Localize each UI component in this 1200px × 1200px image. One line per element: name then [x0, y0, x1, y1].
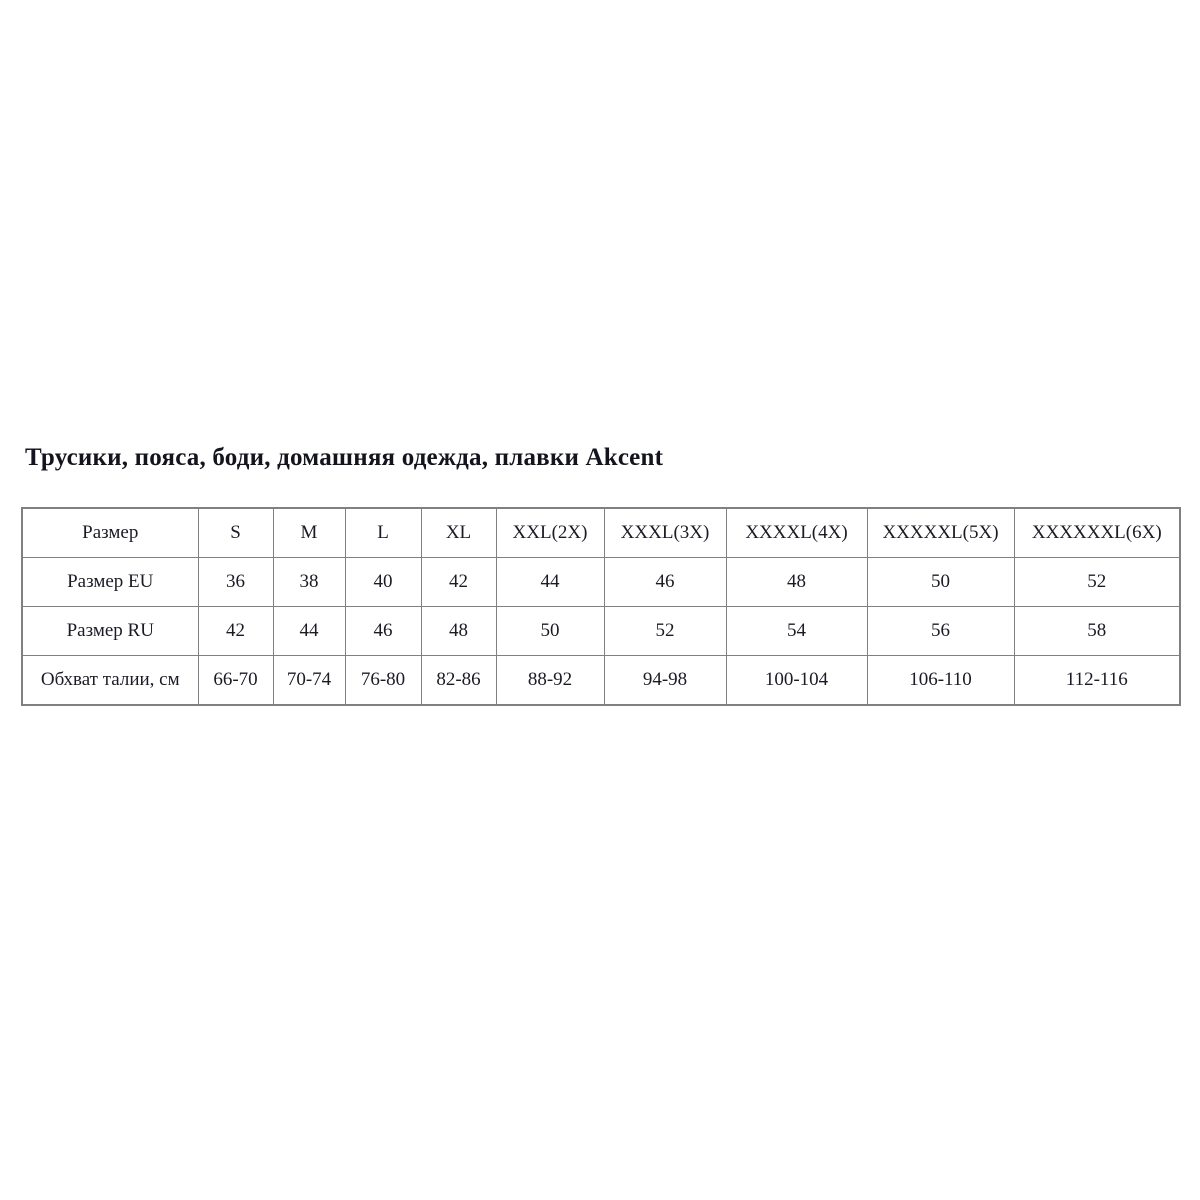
column-header: XXXXXXL(6X) — [1014, 508, 1180, 558]
table-cell: 106-110 — [867, 656, 1014, 706]
table-cell: 44 — [496, 558, 604, 607]
table-cell: 44 — [273, 607, 345, 656]
table-header-row — [22, 508, 1180, 558]
column-header: XXL(2X) — [496, 508, 604, 558]
column-header: XXXXXL(5X) — [867, 508, 1014, 558]
table-cell: 42 — [421, 558, 496, 607]
column-header: L — [345, 508, 421, 558]
table-cell: 54 — [726, 607, 867, 656]
table-cell: 70-74 — [273, 656, 345, 706]
row-label: Обхват талии, см — [22, 656, 198, 706]
table-cell: 100-104 — [726, 656, 867, 706]
table-cell: 58 — [1014, 607, 1180, 656]
table-cell: 66-70 — [198, 656, 273, 706]
column-header: Размер — [22, 508, 198, 558]
table-row — [22, 607, 1180, 656]
row-label: Размер EU — [22, 558, 198, 607]
table-cell: 46 — [345, 607, 421, 656]
table-cell: 42 — [198, 607, 273, 656]
column-header: M — [273, 508, 345, 558]
table-row — [22, 558, 1180, 607]
page-title: Трусики, пояса, боди, домашняя одежда, плавки Akcent — [25, 444, 664, 471]
table-cell: 94-98 — [604, 656, 726, 706]
column-header: XXXXL(4X) — [726, 508, 867, 558]
table-cell: 50 — [867, 558, 1014, 607]
row-label: Размер RU — [22, 607, 198, 656]
size-chart-table — [21, 507, 1181, 706]
table-cell: 88-92 — [496, 656, 604, 706]
table-cell: 50 — [496, 607, 604, 656]
column-header: XL — [421, 508, 496, 558]
table-cell: 38 — [273, 558, 345, 607]
column-header: XXXL(3X) — [604, 508, 726, 558]
column-header: S — [198, 508, 273, 558]
table-cell: 40 — [345, 558, 421, 607]
table-cell: 52 — [604, 607, 726, 656]
table-cell: 52 — [1014, 558, 1180, 607]
table-cell: 48 — [726, 558, 867, 607]
table-cell: 76-80 — [345, 656, 421, 706]
table-row — [22, 656, 1180, 706]
table-cell: 46 — [604, 558, 726, 607]
table-cell: 112-116 — [1014, 656, 1180, 706]
table-cell: 82-86 — [421, 656, 496, 706]
table-cell: 36 — [198, 558, 273, 607]
table-cell: 56 — [867, 607, 1014, 656]
table-cell: 48 — [421, 607, 496, 656]
